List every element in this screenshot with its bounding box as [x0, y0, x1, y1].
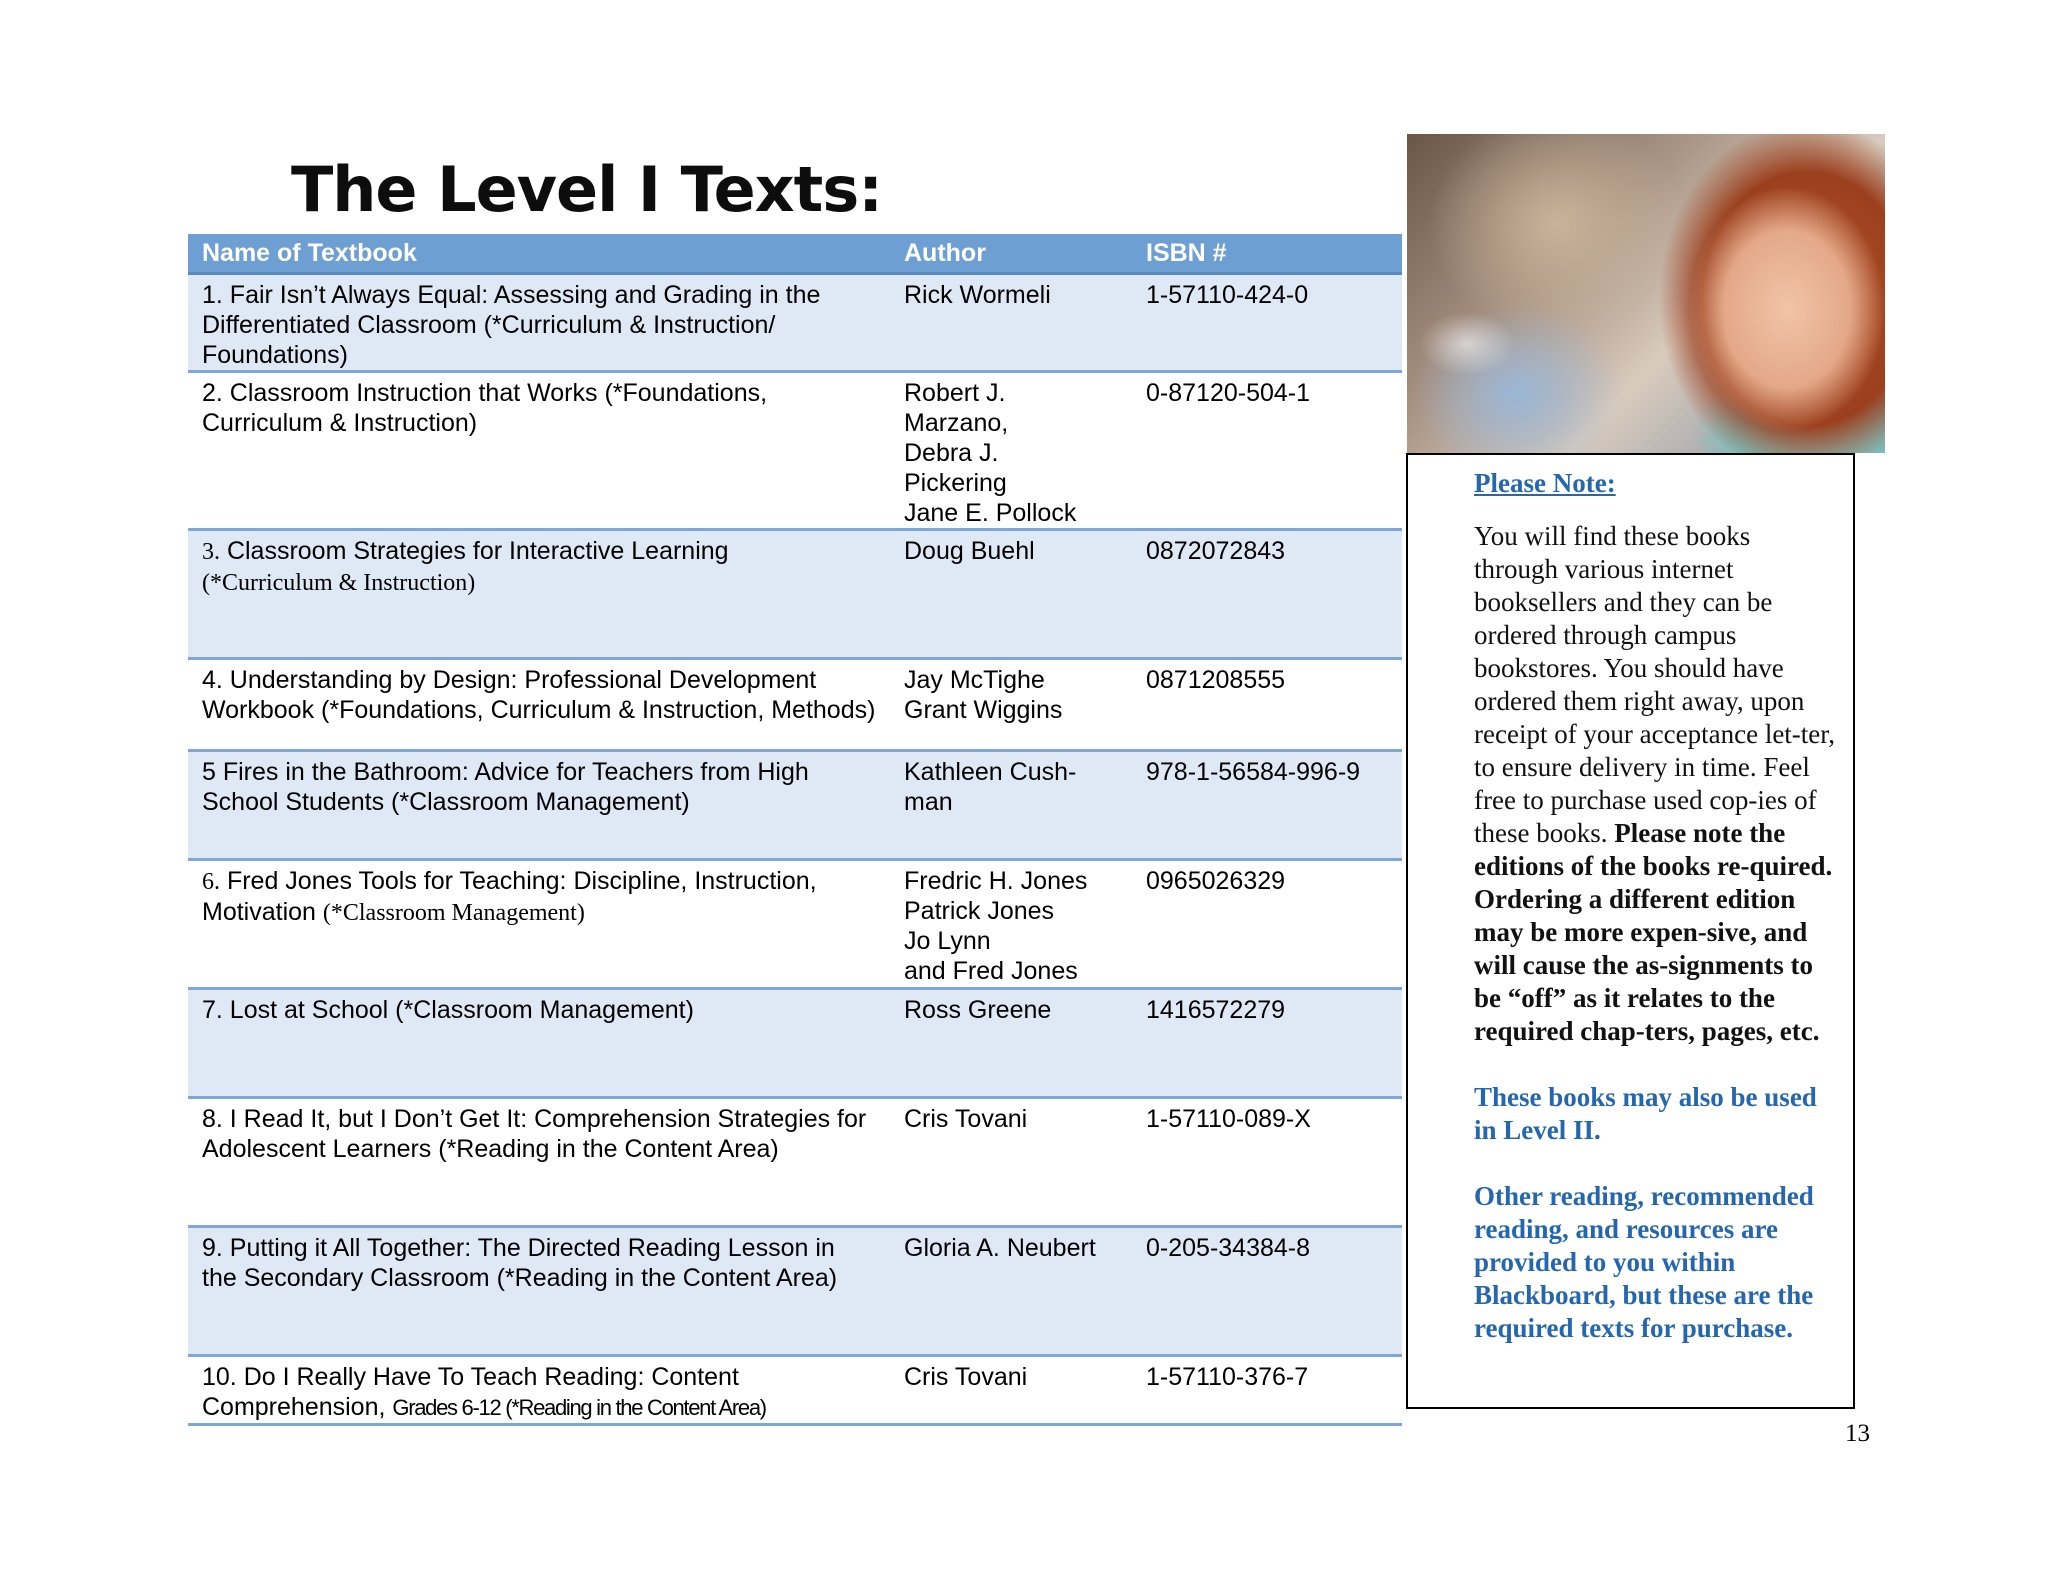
header-isbn: ISBN #: [1132, 234, 1402, 274]
book-title: 2. Classroom Instruction that Works (*Foundations, Curriculum & Instruction): [188, 372, 890, 530]
note-box: [1406, 453, 1855, 1409]
book-isbn: 0-205-34384-8: [1132, 1227, 1402, 1356]
book-isbn: 0872072843: [1132, 530, 1402, 659]
note-body: You will find these books through various internet booksellers and they can be ordered through campus bookstores. You should have ordered them right away, upon receipt of your acceptance let-ter, to ensure delivery in time. Feel free to purchase used cop-ies of these books. Please note the editions of the books re-quired. Ordering a different edition may be more expen-sive, and will cause the as-signments to be “off” as it relates to the required chap-ters, pages, etc.: [1474, 521, 1835, 1046]
textbook-table: [188, 234, 1402, 1426]
book-isbn: 0871208555: [1132, 659, 1402, 751]
table-row: [188, 1227, 1402, 1356]
table-row: [188, 860, 1402, 989]
book-author: Kathleen Cush- man: [890, 751, 1132, 860]
page-title: The Level I Texts:: [291, 153, 883, 226]
book-isbn: 1-57110-089-X: [1132, 1098, 1402, 1227]
book-title: 3. Classroom Strategies for Interactive Learning (*Curriculum & Instruction): [188, 530, 890, 659]
note-body-emphasis: Please note the editions of the books re-quired. Ordering a different edition may be more expen-sive, and will cause the as-signments to be “off” as it relates to the required chap-ters, pages, etc.: [1474, 818, 1833, 1046]
book-author: Rick Wormeli: [890, 274, 1132, 372]
book-number: 6.: [202, 869, 220, 895]
book-isbn: 978-1-56584-996-9: [1132, 751, 1402, 860]
book-author: Robert J. Marzano, Debra J. Pickering Jane E. Pollock: [890, 372, 1132, 530]
book-isbn: 0965026329: [1132, 860, 1402, 989]
book-author: Fredric H. Jones Patrick Jones Jo Lynn and Fred Jones: [890, 860, 1132, 989]
book-isbn: 0-87120-504-1: [1132, 372, 1402, 530]
table-row: [188, 1098, 1402, 1227]
note-heading: Please Note:: [1474, 468, 1616, 498]
book-number: 3.: [202, 539, 220, 565]
book-author: Cris Tovani: [890, 1098, 1132, 1227]
table-row: [188, 274, 1402, 372]
book-author: Cris Tovani: [890, 1356, 1132, 1425]
table-row: [188, 372, 1402, 530]
book-title: 7. Lost at School (*Classroom Management): [188, 989, 890, 1098]
book-author: Jay McTighe Grant Wiggins: [890, 659, 1132, 751]
book-title: 8. I Read It, but I Don’t Get It: Comprehension Strategies for Adolescent Learners (*Reading in the Content Area): [188, 1098, 890, 1227]
book-isbn: 1-57110-376-7: [1132, 1356, 1402, 1425]
book-isbn: 1-57110-424-0: [1132, 274, 1402, 372]
teacher-photo: [1407, 134, 1885, 453]
header-name: Name of Textbook: [188, 234, 890, 274]
book-title: 9. Putting it All Together: The Directed Reading Lesson in the Secondary Classroom (*Reading in the Content Area): [188, 1227, 890, 1356]
book-title: 10. Do I Really Have To Teach Reading: Content Comprehension, Grades 6-12 (*Reading in the Content Area): [188, 1356, 890, 1425]
header-author: Author: [890, 234, 1132, 274]
book-title: 1. Fair Isn’t Always Equal: Assessing and Grading in the Differentiated Classroom (*Curriculum & Instruction/ Foundations): [188, 274, 890, 372]
table-header-row: [188, 234, 1402, 274]
book-author: Gloria A. Neubert: [890, 1227, 1132, 1356]
book-title: 4. Understanding by Design: Professional Development Workbook (*Foundations, Curriculum & Instruction, Methods): [188, 659, 890, 751]
table-row: [188, 659, 1402, 751]
book-title: 5 Fires in the Bathroom: Advice for Teachers from High School Students (*Classroom Management): [188, 751, 890, 860]
book-category: Grades 6-12 (*Reading in the Content Area): [392, 1395, 766, 1420]
book-category: (*Curriculum & Instruction): [202, 570, 476, 596]
table-row: [188, 989, 1402, 1098]
note-level-ii: These books may also be used in Level II.: [1474, 1082, 1817, 1145]
note-other-reading: Other reading, recommended reading, and resources are provided to you within Blackboard, but these are the required texts for purchase.: [1474, 1181, 1814, 1343]
page-number: 13: [1845, 1420, 1870, 1447]
book-category: (*Classroom Management): [322, 900, 585, 926]
book-isbn: 1416572279: [1132, 989, 1402, 1098]
table-row: [188, 1356, 1402, 1425]
table-row: [188, 751, 1402, 860]
book-author: Doug Buehl: [890, 530, 1132, 659]
book-author: Ross Greene: [890, 989, 1132, 1098]
table-row: [188, 530, 1402, 659]
book-title: 6. Fred Jones Tools for Teaching: Discipline, Instruction, Motivation (*Classroom Management): [188, 860, 890, 989]
